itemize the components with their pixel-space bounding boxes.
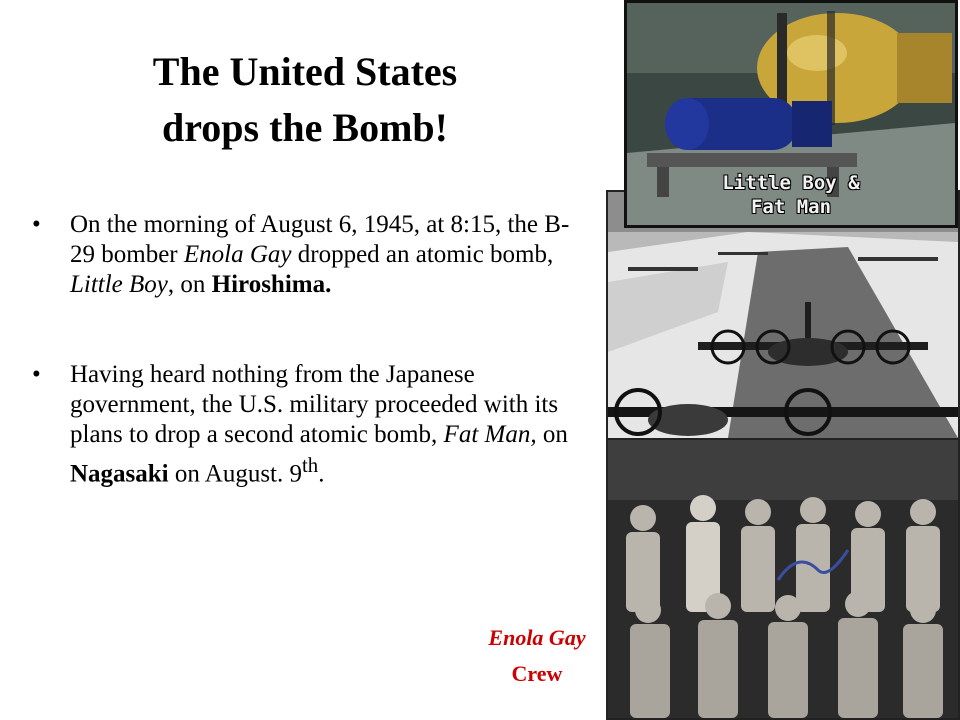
crew-illustration — [608, 440, 958, 718]
city-name: Hiroshima. — [211, 271, 332, 298]
crew-caption-line-2: Crew — [511, 661, 563, 686]
bombs-photo — [624, 0, 958, 228]
city-name: Nagasaki — [70, 460, 169, 488]
bombs-caption-line-1: Little Boy & — [722, 172, 860, 194]
bullet-text: dropped an atomic bomb, — [291, 241, 554, 268]
crew-caption-line-1: Enola Gay — [488, 625, 586, 650]
title-line-2: drops the Bomb! — [162, 105, 448, 150]
crew-photo — [606, 438, 960, 720]
slide-title — [40, 44, 570, 156]
bullet-text: , on — [167, 271, 212, 298]
bullet-dot-icon: • — [32, 211, 41, 238]
bullet-text: on — [536, 421, 568, 448]
bullet-list — [30, 210, 570, 489]
bullet-text: . — [318, 460, 325, 488]
crew-caption — [462, 620, 612, 692]
runway-illustration — [608, 192, 958, 438]
bullet-dot-icon: • — [32, 361, 41, 388]
bombs-caption — [627, 171, 955, 219]
ordinal-suffix: th — [302, 453, 319, 477]
bomb-name: Fat Man, — [443, 421, 537, 448]
title-line-1: The United States — [152, 49, 458, 94]
bombs-caption-line-2: Fat Man — [750, 196, 832, 218]
bullet-text: on August. 9 — [168, 460, 302, 488]
plane-name: Enola Gay — [183, 241, 292, 268]
bomb-name: Little Boy — [70, 271, 168, 298]
bullet-text: On the morning of August 6, 1945, at 8:15, the B-29 bomber — [70, 211, 570, 268]
bullet-text: Having heard nothing from the Japanese government, the U.S. military proceeded with its plans to drop a second atomic bomb, — [70, 361, 559, 448]
bullet-nagasaki — [30, 360, 570, 489]
bullet-hiroshima — [30, 210, 570, 300]
